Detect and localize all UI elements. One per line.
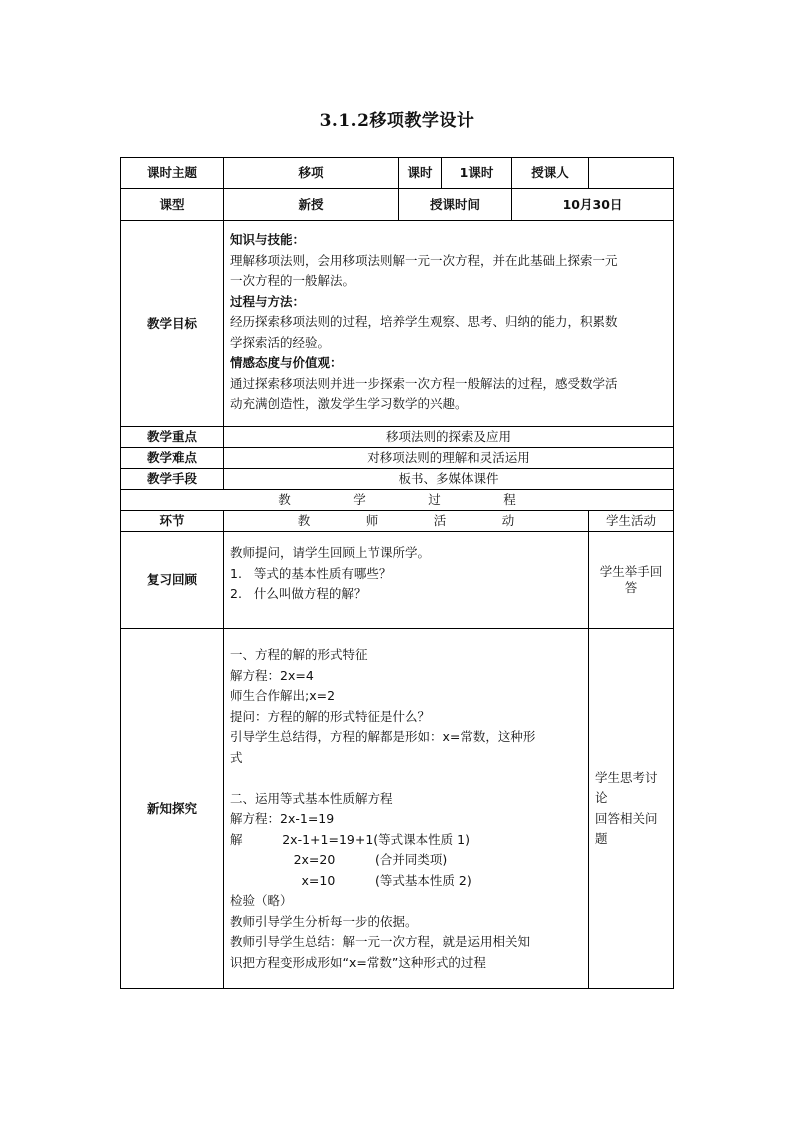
review-content (224, 532, 589, 629)
explore-line: 提问：方程的解的形式特征是什么？ (230, 708, 431, 724)
row-type (121, 189, 674, 221)
teacher-header-char: 活 (433, 513, 447, 529)
explore-student (589, 629, 674, 989)
teacher-header-char: 动 (501, 513, 515, 529)
explore-content (224, 629, 589, 989)
objective-heading-knowledge: 知识与技能： (230, 232, 306, 247)
explore-student-line: 学生思考讨论 (595, 769, 658, 805)
teacher-column-header (224, 511, 589, 532)
teacher-header-char: 师 (365, 513, 379, 529)
means-label: 教学手段 (121, 469, 224, 490)
time-value: 10月30日 (512, 189, 674, 221)
explore-stage: 新知探究 (121, 629, 224, 989)
row-key-point (121, 427, 674, 448)
explore-line: 师生合作解出;x=2 (230, 688, 336, 703)
process-header (121, 490, 674, 511)
row-process-header (121, 490, 674, 511)
process-header-char: 程 (503, 492, 516, 508)
topic-label: 课时主题 (121, 158, 224, 189)
page-title: 3.1.2移项教学设计 (319, 111, 475, 131)
explore-line: 式 (230, 749, 243, 765)
review-line: 1. 等式的基本性质有哪些？ (230, 565, 392, 581)
objective-text: 经历探索移项法则的过程，培养学生观察、思考、归纳的能力，积累数 (230, 314, 618, 329)
objective-text: 一次方程的一般解法。 (230, 273, 356, 288)
topic-value: 移项 (224, 158, 399, 189)
review-stage: 复习回顾 (121, 532, 224, 629)
explore-student-line: 回答相关问题 (595, 810, 658, 846)
objective-text: 动充满创造性，激发学生学习数学的兴趣。 (230, 396, 468, 411)
stage-column-header: 环节 (121, 511, 224, 532)
explore-line: x=10 (等式基本性质 2) (230, 872, 472, 888)
review-student: 学生举手回答 (589, 532, 674, 629)
explore-line: 2x=20 (合并同类项) (230, 852, 448, 867)
difficulty-label: 教学难点 (121, 448, 224, 469)
lesson-plan-table (120, 157, 674, 989)
row-difficulty (121, 448, 674, 469)
row-explore (121, 629, 674, 989)
student-column-header: 学生活动 (589, 511, 674, 532)
teacher-label: 授课人 (512, 158, 589, 189)
key-point-label: 教学重点 (121, 427, 224, 448)
explore-line: 教师引导学生总结：解一元一次方程，就是运用相关知 (230, 934, 531, 949)
objective-text: 理解移项法则，会用移项法则解一元一次方程，并在此基础上探索一元 (230, 252, 618, 268)
explore-line (230, 768, 582, 789)
explore-line: 教师引导学生分析每一步的依据。 (230, 913, 418, 929)
objectives-label: 教学目标 (121, 221, 224, 427)
explore-line: 解 2x-1+1=19+1(等式课本性质 1) (230, 831, 470, 847)
row-column-headers (121, 511, 674, 532)
objective-text: 通过探索移项法则并进一步探索一次方程一般解法的过程，感受数学活 (230, 375, 618, 391)
explore-line: 引导学生总结得，方程的解都是形如：x=常数，这种形 (230, 729, 536, 744)
difficulty-value: 对移项法则的理解和灵活运用 (224, 448, 674, 469)
period-value: 1课时 (442, 158, 512, 189)
explore-line: 一、方程的解的形式特征 (230, 647, 368, 662)
process-header-char: 过 (428, 492, 441, 508)
key-point-value: 移项法则的探索及应用 (224, 427, 674, 448)
row-objectives (121, 221, 674, 427)
objectives-content (224, 221, 674, 427)
explore-line: 识把方程变形成形如“x=常数”这种形式的过程 (230, 954, 486, 970)
row-means (121, 469, 674, 490)
row-topic (121, 158, 674, 189)
teacher-header-char: 教 (297, 513, 311, 529)
period-label: 课时 (399, 158, 442, 189)
objective-heading-attitude: 情感态度与价值观： (230, 355, 343, 370)
means-value: 板书、多媒体课件 (224, 469, 674, 490)
explore-line: 解方程：2x-1=19 (230, 811, 335, 826)
explore-line: 解方程：2x=4 (230, 667, 314, 683)
explore-line: 二、运用等式基本性质解方程 (230, 790, 393, 806)
type-label: 课型 (121, 189, 224, 221)
objective-heading-process: 过程与方法： (230, 293, 306, 309)
process-header-char: 教 (278, 492, 291, 508)
review-line: 2. 什么叫做方程的解？ (230, 586, 367, 602)
objective-text: 学探索活的经验。 (230, 334, 331, 350)
row-review (121, 532, 674, 629)
type-value: 新授 (224, 189, 399, 221)
explore-line: 检验（略） (230, 893, 293, 908)
review-line: 教师提问，请学生回顾上节课所学。 (230, 545, 431, 561)
teacher-value (589, 158, 674, 189)
time-label: 授课时间 (399, 189, 512, 221)
process-header-char: 学 (353, 492, 366, 508)
